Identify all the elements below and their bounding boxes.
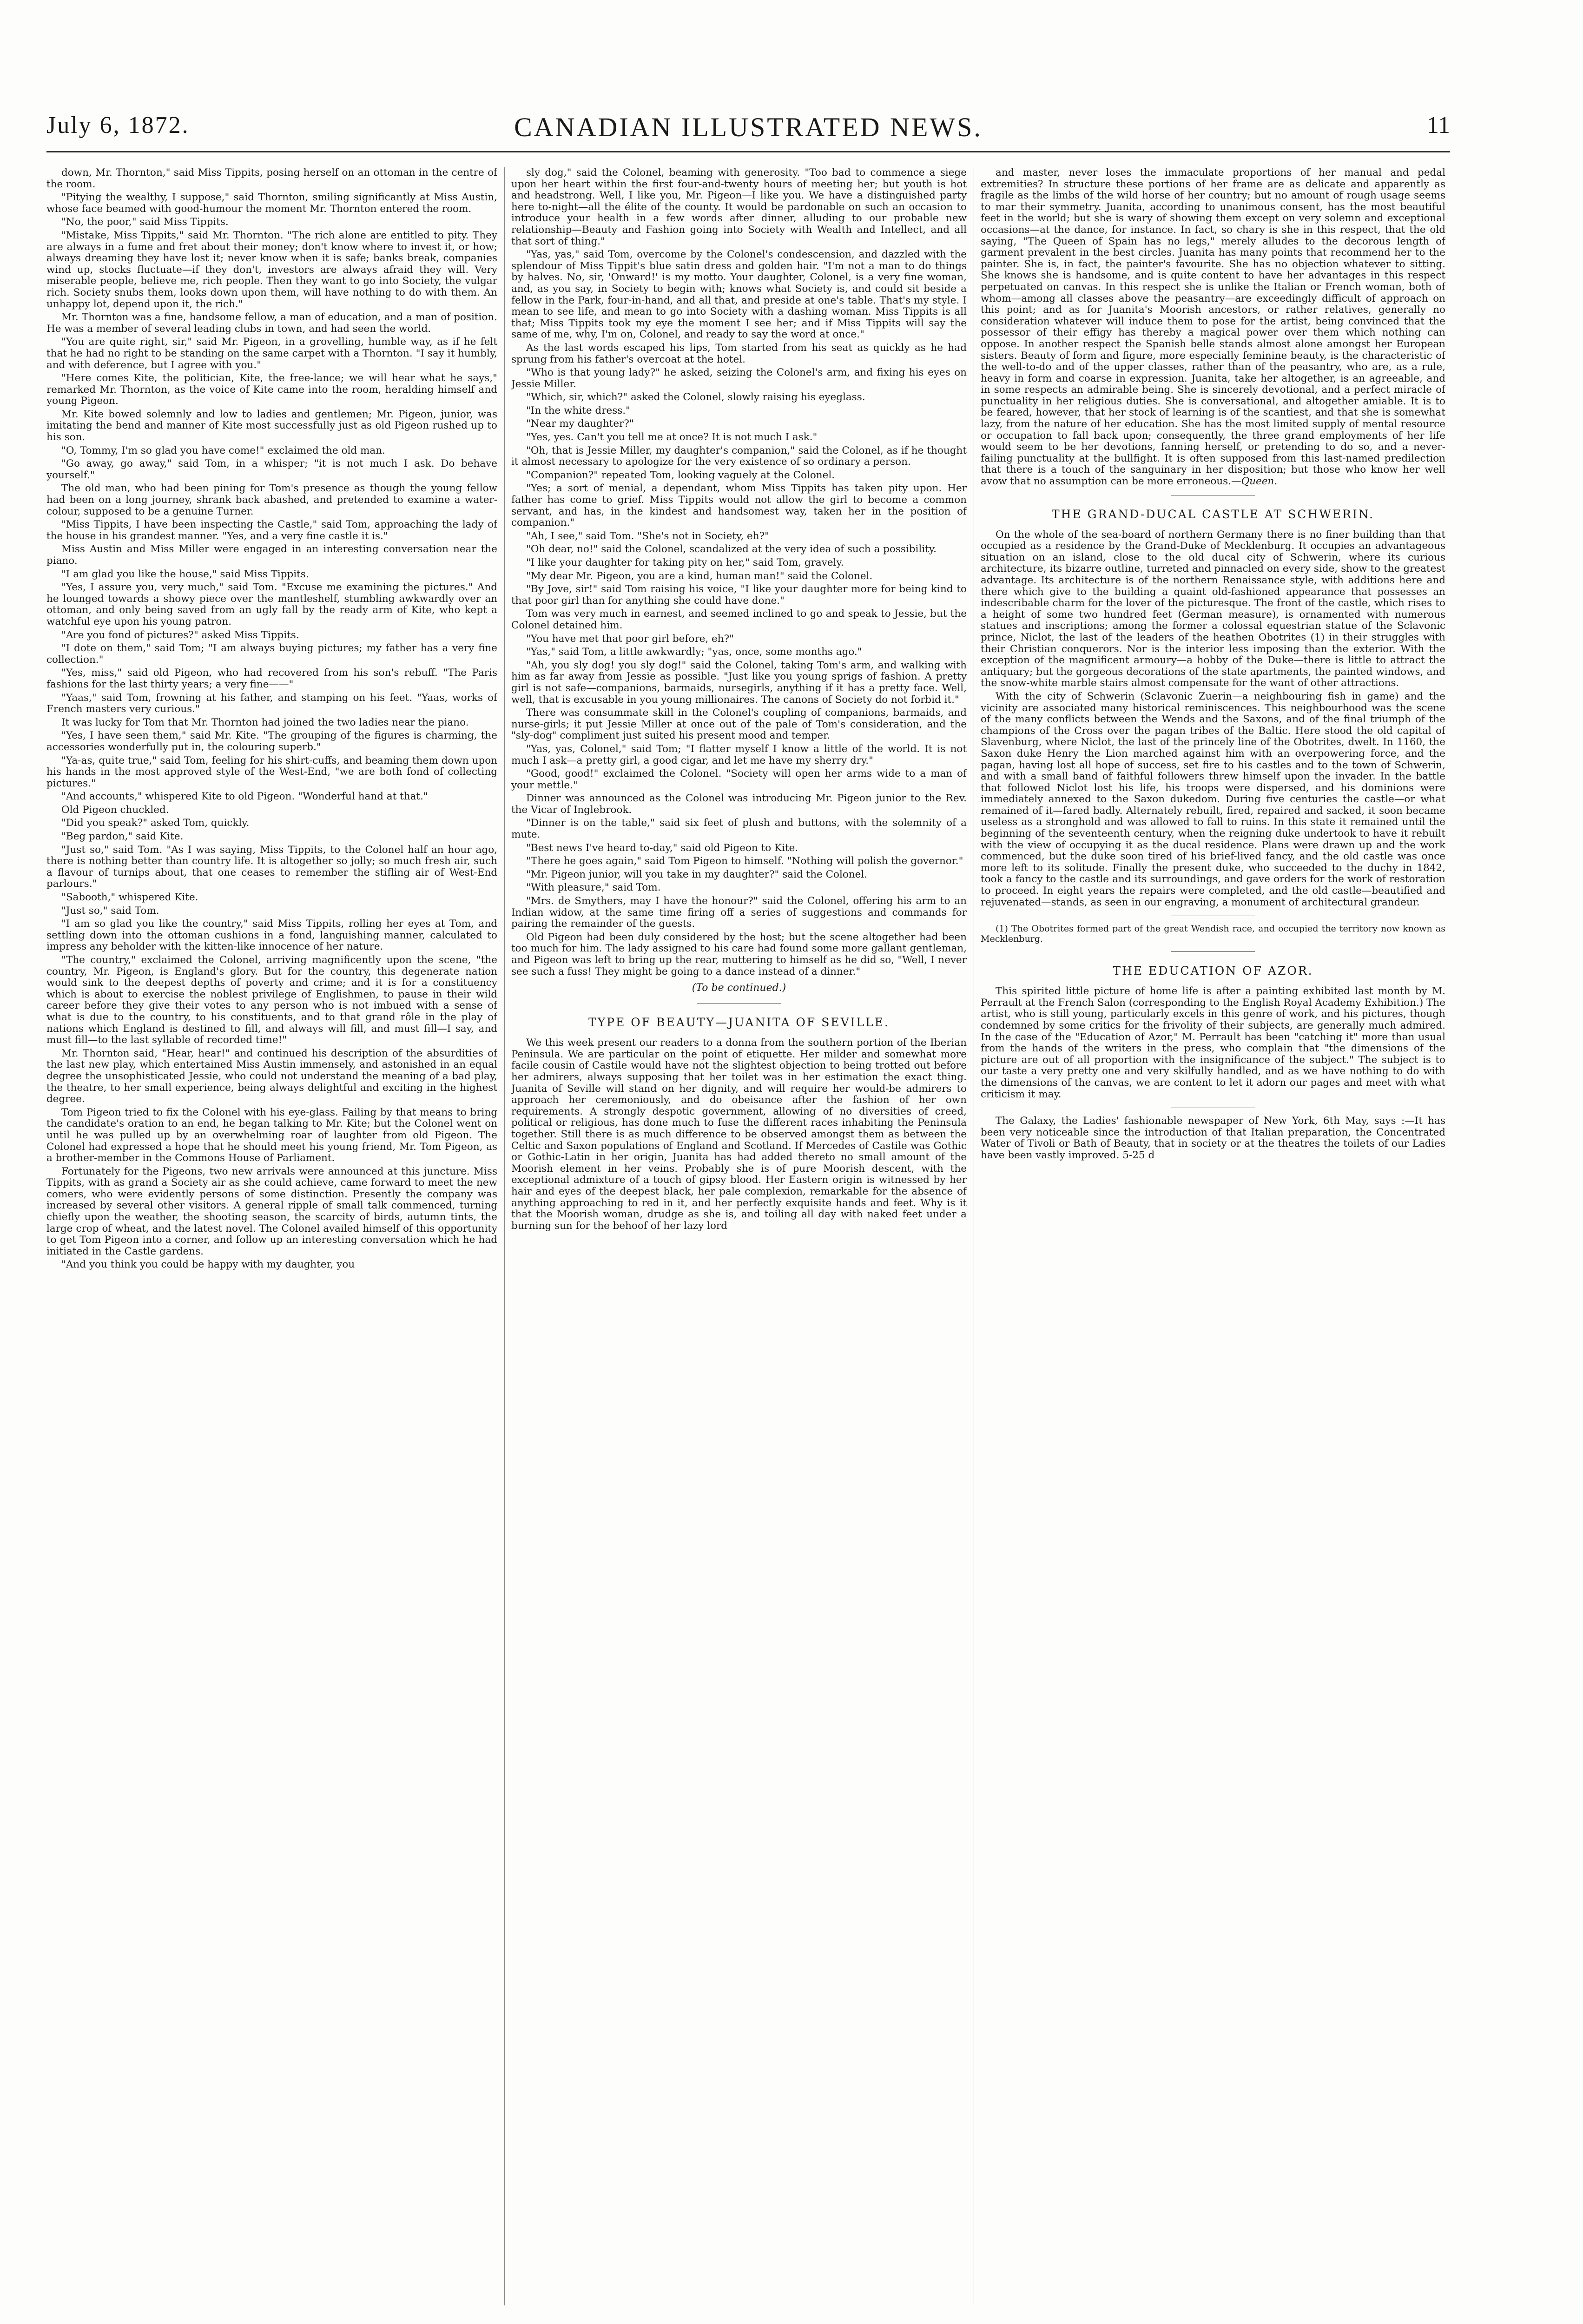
paragraph: On the whole of the sea-board of northern Germany there is no finer building than that occupied as a residence by the Grand-Duke of Mecklenburg. It occupies an advantageous situation on an island, close to the old ducal city of Schwerin, where its curious architecture, its bizarre outline, turreted and pinnacled on every side, show to the greatest advantage. Its architecture is of the northern Renaissance style, with additions here and there which give to the building a quaint old-fashioned appearance that possesses an indescribable charm for the lover of the picturesque. The front of the castle, which rises to a height of some two hundred feet (German measure), is ornamented with numerous statues and inscriptions; among the former a colossal equestrian statue of the Sclavonic prince, Niclot, the last of the leaders of the heathen Obotrites (1) in their struggles with their Christian conquerors. Nor is the interior less imposing than the exterior. With the exception of the magnificent armoury—a hobby of the Duke—there is little to attract the antiquary; but the gorgeous decorations of the state apartments, the painted windows, and the snow-white marble stairs almost compensate for the want of other attractions. [981,528,1445,689]
article-heading-castle: THE GRAND-DUCAL CASTLE AT SCHWERIN. [1051,507,1375,521]
paragraph: "Yes; a sort of menial, a dependant, whom Miss Tippits has taken pity upon. Her father has come to grief. Miss Tippits would not allow the girl to become a common servant, and has, in the kindest and handsomest way, taken her in the position of companion." [511,482,967,529]
paragraph: Fortunately for the Pigeons, two new arrivals were announced at this juncture. Miss Tippits, with as grand a Society air as she could achieve, came forward to meet the new comers, who were evidently persons of some distinction. Presently the company was increased by several other visitors. A general ripple of small talk commenced, turning chiefly upon the weather, the shooting season, the scarcity of birds, autumn tints, the large crop of wheat, and the latest novel. The Colonel availed himself of this opportunity to get Tom Pigeon into a corner, and follow up an interesting conversation which he had initiated in the Castle gardens. [46,1165,497,1257]
article-heading-juanita: TYPE OF BEAUTY—JUANITA OF SEVILLE. [588,1016,890,1030]
paragraph: "Near my daughter?" [526,418,634,430]
paragraph: "O, Tommy, I'm so glad you have come!" exclaimed the old man. [61,444,385,456]
masthead-rule [46,151,1450,152]
paragraph: "My dear Mr. Pigeon, you are a kind, human man!" said the Colonel. [526,570,873,582]
paragraph: This spirited little picture of home life is after a painting exhibited last month by M. Perrault at the French Salon (corresponding to the English Royal Academy Exhibition.) The artist, who is still young, particularly excels in this genre of work, and his pictures, though condemned by some critics for the frivolity of their subjects, are generally much admired. In the case of the "Education of Azor," M. Perrault has been "catching it" more than usual from the hands of the writers in the press, who complain that "the dimensions of the picture are out of all proportion with the insignificance of the subject." The subject is to our taste a very pretty one and very skilfully handled, and as we have nothing to do with the dimensions of the canvas, we are content to let it adorn our pages and meet with what criticism it may. [981,985,1445,1100]
paragraph: "Just so," said Tom. "As I was saying, Miss Tippits, to the Colonel half an hour ago, there is nothing better than country life. It is altogether so jolly; so much fresh air, such a flavour of turnips about, that one ceases to remember the stifling air of West-End parlours." [46,844,497,890]
paragraph: "And accounts," whispered Kite to old Pigeon. "Wonderful hand at that." [61,791,428,803]
paragraph: Mr. Kite bowed solemnly and low to ladies and gentlemen; Mr. Pigeon, junior, was imitating the bend and manner of Kite most successfully just as old Pigeon rushed up to his son. [46,408,497,443]
paragraph: "Just so," said Tom. [61,905,159,917]
paragraph: "I am glad you like the house," said Miss Tippits. [61,568,309,580]
masthead [46,112,1450,144]
paragraph: and master, never loses the immaculate proportions of her manual and pedal extremities? In structure these portions of her frame are as delicate and apparently as fragile as the limbs of the wild horse of her country; but no amount of rough usage seems to mar their symmetry. Juanita, according to unanimous consent, has the most beautiful feet in the world; but she is wary of showing them except on very solemn and exceptional occasions—at the dance, for instance. In fact, so chary is she in this respect, that the old saying, "The Queen of Spain has no legs," merely alludes to the decorous length of garment prevalent in the best circles. Juanita has many points that recommend her to the painter. She is, in fact, the painter's favourite. She has no objection whatever to sitting. She knows she is handsome, and is quite content to have her advantages in this respect perpetuated on canvas. In this respect she is unlike the Italian or French woman, both of whom—among all classes above the peasantry—are exceedingly difficult of approach on this point; and as for Juanita's Moorish ancestors, or rather relatives, generally no consideration whatever will induce them to pose for the artist, being convinced that the possessor of their effigy has thereby a magical power over them which nothing can oppose. In another respect the Spanish belle stands almost alone amongst her European sisters. Beauty of form and figure, more especially feminine beauty, is the characteristic of the well-to-do and of the upper classes, rather than of the peasantry, who are, as a rule, heavy in form and coarse in expression. Juanita, take her altogether, is an agreeable, and in some respects an admirable being. She is sincerely devotional, and a perfect miracle of punctuality in her religious duties. She is conversational, and altogether amiable. It is to be feared, however, that her stock of learning is of the scantiest, and that she is somewhat lazy, from the nature of her education. She has the most limited supply of mental resource or occupation to fall back upon; consequently, the three grand employments of her life would seem to be her devotions, fanning herself, or pretending to do so, and a never-failing punctuality at the bullfight. It is often supposed from this last-named predilection that there is a touch of the sanguinary in her disposition; but those who know her well avow that no assumption can be more erroneous.—Queen. [981,167,1445,488]
paragraph: "Dinner is on the table," said six feet of plush and buttons, with the solemnity of a mute. [511,817,967,841]
paragraph: "Yas, yas," said Tom, overcome by the Colonel's condescension, and dazzled with the splendour of Miss Tippit's blue satin dress and golden hair. "I'm not a man to do things by halves. No, sir, 'Onward!' is my motto. Your daughter, Colonel, is a very fine woman, and, as you say, in Society to begin with; knows what Society is, and could sit beside a fellow in the Park, four-in-hand, and all that, and preside at one's table. That's my style. I mean to see life, and mean to go into Society with a dashing woman. Miss Tippits is all that; Miss Tippits took my eye the moment I see her; and if Miss Tippits will say the same of me, why, I'm on, Colonel, and ready to say the word at once." [511,249,967,341]
column-divider [504,167,505,2305]
paragraph: The old man, who had been pining for Tom's presence as though the young fellow had been on a long journey, shrank back abashed, and pretended to examine a water-colour, supposed to be a genuine Turner. [46,482,497,517]
issue-date: July 6, 1872. [46,112,190,139]
paragraph: Mr. Thornton was a fine, handsome fellow, a man of education, and a man of position. He was a member of several leading clubs in town, and had seen the world. [46,311,497,335]
paragraph: "And you think you could be happy with my daughter, you [61,1259,355,1271]
paragraph: Tom was very much in earnest, and seemed inclined to go and speak to Jessie, but the Colonel detained him. [511,608,967,631]
column-2 [511,167,967,2305]
paragraph: "Ah, you sly dog! you sly dog!" said the Colonel, taking Tom's arm, and walking with him as far away from Jessie as possible. "Just like you young sprigs of fashion. A pretty girl is not safe—companions, barmaids, nursegirls, anything if it has a pretty face. Well, well, that is excusable in you young millionaires. The canons of Society do not forbid it." [511,659,967,706]
paragraph: We this week present our readers to a donna from the southern portion of the Iberian Peninsula. We are particular on the point of etiquette. Her milder and somewhat more facile cousin of Castile would have not the slightest objection to being trotted out before her admirers, always supposing that her toilet was in her estimation the exact thing. Juanita of Seville will stand on her dignity, and will require her would-be admirers to approach her ceremoniously, and do obeisance after the fashion of her own requirements. A strongly despotic government, allowing of no diversities of creed, political or religious, has done much to fuse the different races inhabiting the Peninsula together. Still there is as much difference to be observed amongst them as between the Celtic and Saxon populations of England and Scotland. If Mercedes of Castile was Gothic or Gothic-Latin in her origin, Juanita has had added thereto no small amount of the Moorish element in her veins. Probably she is of pure Moorish descent, with the exceptional admixture of a touch of gipsy blood. Her Eastern origin is witnessed by her hair and eyes of the deepest black, her pale complexion, remarkable for the absence of anything approaching to red in it, and her perfectly exquisite hands and feet. Why is it that the Moorish woman, drudge as she is, and toiling all day with naked feet under a burning sun for the behoof of her lazy lord [511,1037,967,1232]
paragraph: It was lucky for Tom that Mr. Thornton had joined the two ladies near the piano. [61,716,469,728]
paragraph: Miss Austin and Miss Miller were engaged in an interesting conversation near the piano. [46,543,497,567]
paragraph: "I dote on them," said Tom; "I am always buying pictures; my father has a very fine collection." [46,642,497,666]
paragraph: sly dog," said the Colonel, beaming with generosity. "Too bad to commence a siege upon her heart within the first four-and-twenty hours of meeting her; but youth is hot and headstrong. Well, I like you, Mr. Pigeon—I like you. We have a distinguished party here to-night—all the élite of the county. It would be pardonable on such an occasion to introduce your health in a few words after dinner, alluding to our probable new relationship—Beauty and Fashion going into Society with Wealth and Intellect, and all that sort of thing." [511,167,967,247]
paragraph: "Ah, I see," said Tom. "She's not in Society, eh?" [526,530,769,542]
paragraph: There was consummate skill in the Colonel's coupling of companions, barmaids, and nurse-girls; it put Jessie Miller at once out of the pale of Tom's consideration, and the "sly-dog" compliment just suited his present mood and temper. [511,707,967,742]
paragraph: "The country," exclaimed the Colonel, arriving magnificently upon the scene, "the country, Mr. Pigeon, is England's glory. But for the country, this degenerate nation would sink to the deepest depths of poverty and crime; and it is for a constituency which is about to exercise the noblest privilege of Englishmen, to pause in their wild career before they give their votes to any person who is not imbued with a sense of what is due to the country, to his constituents, and to that grand rôle in the play of nations which England is destined to fill, and always will fill, and must fill—I say, and must fill—to the last syllable of recorded time!" [46,954,497,1046]
paragraph: Dinner was announced as the Colonel was introducing Mr. Pigeon junior to the Rev. the Vicar of Inglebrook. [511,792,967,816]
paragraph: "You are quite right, sir," said Mr. Pigeon, in a grovelling, humble way, as if he felt that he had no right to be standing on the same carpet with a Thornton. "I say it humbly, and with deference, but I agree with you." [46,336,497,371]
galaxy-notice: The Galaxy, the Ladies' fashionable newspaper of New York, 6th May, says :—It has been very noticeable since the introduction of that Italian preparation, the Concentrated Water of Tivoli or Bath of Beauty, that in society or at the theatres the toilets of our Ladies have been vastly improved. 5-25 d [981,1115,1445,1161]
column-3 [981,167,1445,2305]
page-number: 11 [1426,112,1450,139]
paragraph: With the city of Schwerin (Sclavonic Zuerin—a neighbouring fish in game) and the vicinity are associated many historical reminiscences. This neighbourhood was the scene of the many conflicts between the Wends and the Saxons, and of the final triumph of the champions of the Cross over the pagan tribes of the Baltic. Here stood the old capital of Slavenburg, where Niclot, the last of the princely line of the Obotrites, dwelt. In 1160, the Saxon duke Henry the Lion marched against him with an overpowering force, and the pagan, having lost all hope of success, set fire to his castles and to the town of Schwerin, and with a small band of faithful followers threw himself upon the invader. In the battle that followed Niclot lost his life, his troops were dispersed, and his dominions were immediately annexed to the Saxon dukedom. During five centuries the castle—or what remained of it—fared badly. Alternately rebuilt, fired, repaired and sacked, it soon became useless as a stronghold and was allowed to fall to ruins. In this state it remained until the beginning of the seventeenth century, when the reigning duke undertook to have it rebuilt with the view of occupying it as the ducal residence. Plans were drawn up and the work commenced, but the duke soon tired of his brief-lived fancy, and the old castle was once more left to its solitude. Finally the present duke, who succeeded to the duchy in 1842, took a fancy to the castle and its surroundings, and gave orders for the work of restoration to proceed. In eight years the repairs were completed, and the old castle—beautified and rejuvenated—stands, as seen in our engraving, a monument of architectural grandeur. [981,690,1445,908]
paragraph: "Miss Tippits, I have been inspecting the Castle," said Tom, approaching the lady of the house in his grandest manner. "Yes, and a very fine castle it is." [46,519,497,542]
paragraph: "Companion?" repeated Tom, looking vaguely at the Colonel. [526,469,835,481]
paragraph: "Yes, yes. Can't you tell me at once? It is not much I ask." [526,431,818,443]
paragraph: "Go away, go away," said Tom, in a whisper; "it is not much I ask. Do behave yourself." [46,458,497,481]
paragraph: "With pleasure," said Tom. [526,882,661,894]
paragraph: "Oh dear, no!" said the Colonel, scandalized at the very idea of such a possibility. [526,543,937,555]
paragraph: "Here comes Kite, the politician, Kite, the free-lance; we will hear what he says," remarked Mr. Thornton, as the voice of Kite came into the room, heralding himself and young Pigeon. [46,372,497,407]
paragraph: down, Mr. Thornton," said Miss Tippits, posing herself on an ottoman in the centre of the room. [46,167,497,190]
paragraph: "You have met that poor girl before, eh?" [526,633,734,645]
paragraph: "Yas," said Tom, a little awkwardly; "yas, once, some months ago." [526,646,862,658]
paragraph: "Sabooth," whispered Kite. [61,891,198,904]
paragraph: "Yes, I have seen them," said Mr. Kite. "The grouping of the figures is charming, the accessories wonderfully put in, the colouring superb." [46,730,497,753]
paragraph: As the last words escaped his lips, Tom started from his seat as quickly as he had sprung from his father's overcoat at the hotel. [511,342,967,365]
paragraph: "Mistake, Miss Tippits," said Mr. Thornton. "The rich alone are entitled to pity. They are always in a fume and fret about their money; don't know where to invest it, or how; always dreaming they have lost it; never know when it is safe; banks break, companies wind up, stocks fluctuate—if they don't, investors are always afraid they will. Very miserable people, believe me, rich people. Then they want to go into Society, the vulgar rich. Society snubs them, looks down upon them, will have nothing to do with them. An unhappy lot, depend upon it, the rich." [46,229,497,310]
paragraph: "Are you fond of pictures?" asked Miss Tippits. [61,629,299,641]
paragraph: "Ya-as, quite true," said Tom, feeling for his shirt-cuffs, and beaming them down upon his hands in the most approved style of the West-End, "we are both fond of collecting pictures." [46,754,497,789]
paragraph: "Oh, that is Jessie Miller, my daughter's companion," said the Colonel, as if he thought it almost necessary to apologize for the very existence of so ordinary a person. [511,444,967,468]
continued-note: (To be continued.) [692,982,786,994]
paragraph: "Who is that young lady?" he asked, seizing the Colonel's arm, and fixing his eyes on Jessie Miller. [511,367,967,390]
column-1 [46,167,497,2305]
section-rule [1171,951,1255,952]
paragraph: "By Jove, sir!" said Tom raising his voice, "I like your daughter more for being kind to that poor girl than for anything she could have done." [511,583,967,607]
paragraph: "Mr. Pigeon junior, will you take in my daughter?" said the Colonel. [526,868,868,880]
source-credit: Queen. [1241,475,1278,488]
paragraph: Mr. Thornton said, "Hear, hear!" and continued his description of the absurdities of the last new play, which entertained Miss Austin immensely, and astonished in an equal degree the unsophisticated Jessie, who could not understand the meaning of a bad play, the theatre, to her small experience, being always delightful and exciting in the highest degree. [46,1047,497,1105]
paragraph: "I am so glad you like the country," said Miss Tippits, rolling her eyes at Tom, and settling down into the ottoman cushions in a fond, languishing manner, calculated to impress any beholder with the kitten-like innocence of her nature. [46,918,497,953]
paragraph: "Good, good!" exclaimed the Colonel. "Society will open her arms wide to a man of your mettle." [511,768,967,791]
paragraph: Tom Pigeon tried to fix the Colonel with his eye-glass. Failing by that means to bring the candidate's oration to an end, he began talking to Mr. Kite; but the Colonel went on until he was pulled up by an overwhelming roar of laughter from old Pigeon. The Colonel had expressed a hope that he should meet his young friend, Mr. Tom Pigeon, as a brother-member in the Commons House of Parliament. [46,1106,497,1164]
paragraph: "I like your daughter for taking pity on her," said Tom, gravely. [526,557,844,568]
paragraph: "Pitying the wealthy, I suppose," said Thornton, smiling significantly at Miss Austin, whose face beamed with good-humour the moment Mr. Thornton entered the room. [46,191,497,215]
footnote: (1) The Obotrites formed part of the great Wendish race, and occupied the territory now known as Mecklenburg. [981,924,1445,944]
paragraph: "In the white dress." [526,404,630,416]
paragraph: "Which, sir, which?" asked the Colonel, slowly raising his eyeglass. [526,391,865,403]
paragraph: "Yes, I assure you, very much," said Tom. "Excuse me examining the pictures." And he lounged towards a showy piece over the mantleshelf, stumbling awkwardly over an ottoman, and only being saved from an ugly fall by the ready arm of Kite, who kept a watchful eye upon his young patron. [46,581,497,627]
paragraph: "Beg pardon," said Kite. [61,831,184,843]
paragraph: Old Pigeon chuckled. [61,804,169,816]
paragraph: "Yas, yas, Colonel," said Tom; "I flatter myself I know a little of the world. It is not much I ask—a pretty girl, a good cigar, and let me have my sherry dry." [511,743,967,766]
newspaper-title: CANADIAN ILLUSTRATED NEWS. [514,112,983,142]
paragraph: "No, the poor," said Miss Tippits. [61,216,229,228]
section-rule [697,1003,781,1004]
paragraph: "Did you speak?" asked Tom, quickly. [61,817,250,829]
paragraph: "Best news I've heard to-day," said old Pigeon to Kite. [526,842,798,854]
paragraph: "Yaas," said Tom, frowning at his father, and stamping on his feet. "Yaas, works of French masters very curious." [46,692,497,715]
article-heading-azor: THE EDUCATION OF AZOR. [1113,964,1313,978]
paragraph: Old Pigeon had been duly considered by the host; but the scene altogether had been too much for him. The lady assigned to his care had found some more gallant gentleman, and Pigeon was left to bring up the rear, muttering to himself as he did so, "Well, I never see such a fuss! They might be going to a dance instead of a dinner." [511,931,967,977]
paragraph: "There he goes again," said Tom Pigeon to himself. "Nothing will polish the governor." [526,855,963,867]
paragraph: "Mrs. de Smythers, may I have the honour?" said the Colonel, offering his arm to an Indian widow, at the same time firing off a series of suggestions and commands for pairing the remainder of the guests. [511,895,967,930]
paragraph: "Yes, miss," said old Pigeon, who had recovered from his son's rebuff. "The Paris fashions for the last thirty years; a very fine——" [46,667,497,690]
